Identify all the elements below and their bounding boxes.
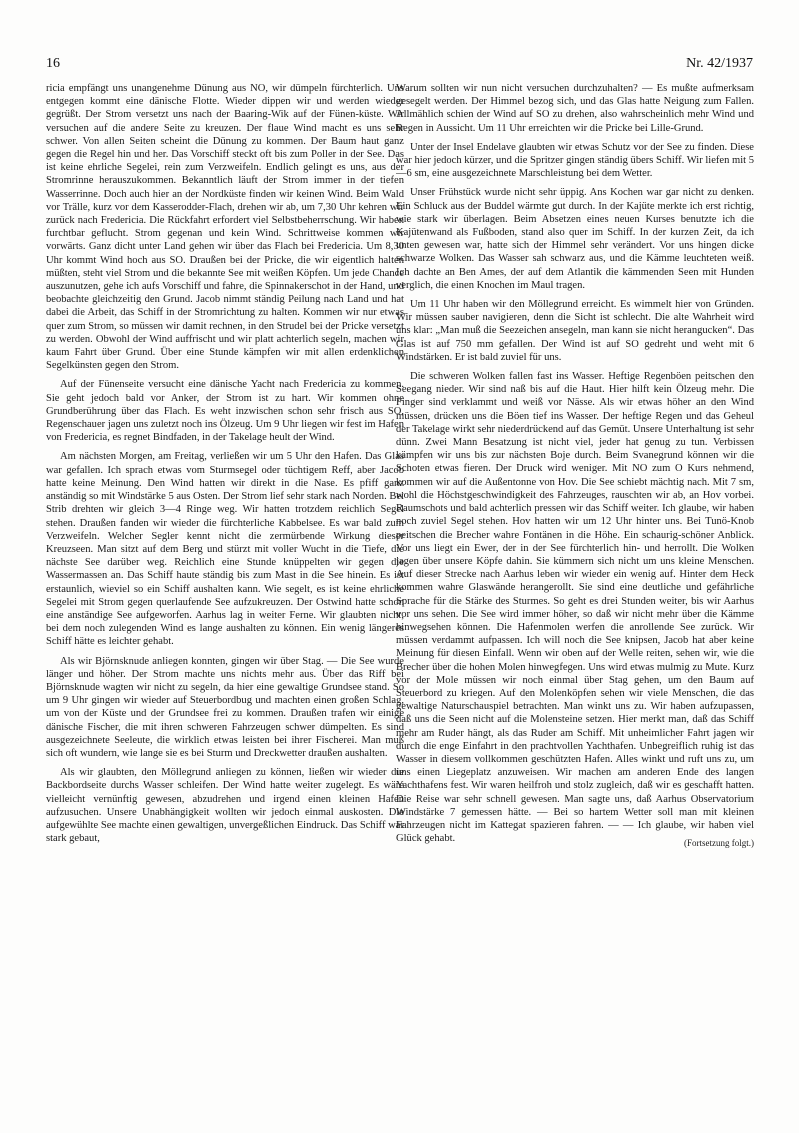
paragraph: Auf der Fünenseite versucht eine dänische Yacht nach Fredericia zu kommen. Sie geht jedoch bald vor Anker, der Strom ist zu hart. Wir kommen ohne Grundberührung über das Flach. Es weht inzwischen schon sehr frisch aus SO, Regenschauer jagen uns zuletzt noch ins Ölzeug. Um 9 Uhr liegen wir fest im Hafen von Fredericia, es regnet Bindfaden, in der Takelage heult der Wind.	[46, 379, 404, 444]
page-header	[46, 56, 753, 76]
paragraph: Unter der Insel Endelave glaubten wir etwas Schutz vor der See zu finden. Diese war hier jedoch kürzer, und die Spritzer gingen ständig übers Schiff. Wir liefen mit 5—6 sm, eine ausgezeichnete Marschleistung bei dem Wetter.	[396, 141, 754, 180]
paragraph: ricia empfängt uns unangenehme Dünung aus NO, wir dümpeln fürchterlich. Uns entgegen kommt eine dänische Flotte. Wieder dippen wir und werden wieder gegrüßt. Der Strom versetzt uns nach der Baaring-Wik auf der Fünen-küste. Wir versuchen auf die andere Seite zu kreuzen. Der flaue Wind macht es uns sehr schwer. Von allen Seiten scheint die Dünung zu kommen. Der Baum haut ganz gegen die Regel hin und her. Das Vorschiff steckt oft bis zum Poller in der See. Das ist keine ehrliche Segelei, rein zum Verzweifeln. Endlich gelingt es uns, aus der Stromrinne herauszukommen. Bekanntlich läuft der Strom immer in der tiefen Wasserrinne. Doch auch hier an der Nordküste finden wir keinen Wind. Beim Wald vor Trälle, kurz vor dem Kasserodder-Flach, drehen wir ab, um 7,30 Uhr kehren wir zurück nach Fredericia. Die Rückfahrt erfordert viel Selbstbeherrschung. Wir haben furchtbar geflucht. Strom gegenan und kein Wind. Schrittweise kommen wir vorwärts. Ganz dicht unter Land gehen wir über das Flach bei Fredericia. Um 8,30 Uhr kommt Wind hoch aus SO. Draußen bei der Pricke, die wir eigentlich halten müßten, steht viel Strom und die bekannte See mit weißen Köpfen. Um jede Chance auszunutzen, gehe ich aufs Vorschiff und fahre, die Spinnakerschot in der Hand, und beobachte gleichzeitig den Grund. Jacob nimmt ständig Peilung nach Land und hat dabei die Arbeit, das Schiff in der Stromrichtung zu halten. Kommen wir nur etwas quer zum Strom, so müssen wir damit rechnen, in den Strudel bei der Pricke versetzt zu werden. Obwohl der Wind auffrischt und wir platt achterlich segeln, machen wir kaum Fahrt über Grund. Über eine Stunde kämpfen wir mit allen erdenklichen Segelkünsten gegen den Strom.	[46, 83, 404, 372]
right-column	[396, 82, 754, 1092]
continuation-note: (Fortsetzung folgt.)	[684, 838, 754, 849]
page-number: 16	[46, 56, 60, 71]
paragraph: Als wir glaubten, den Möllegrund anliegen zu können, ließen wir wieder die Backbordseite durchs Wasser schleifen. Der Wind hatte weiter zugelegt. Es wäre vielleicht vernünftig gewesen, abzudrehen und irgend einen kleinen Hafen aufzusuchen. Unsere Unabhängigkeit wollten wir jedoch einmal auskosten. Die aufgewühlte See machte einen gewaltigen, unvergeßlichen Eindruck. Das Schiff war stark gebaut,	[46, 767, 404, 845]
paragraph: Als wir Björnsknude anliegen konnten, gingen wir über Stag. — Die See wurde länger und höher. Der Strom machte uns nichts mehr aus. Über das Riff bei Björnsknude wagten wir nicht zu segeln, da hier eine gewaltige Grundsee stand. So um 9 Uhr gingen wir wieder auf Steuerbordbug und machten einen großen Schlag, um von der Küste und der Grundsee frei zu kommen. Draußen trafen wir einige dänische Fischer, die mit ihren schweren Fahrzeugen schwer dümpelten. Es sind ausgezeichnete Seeleute, die wirklich etwas leisten bei ihrer Fischerei. Man muß sich oft wundern, wie lange sie es bei Sturm und Dreckwetter draußen aushalten.	[46, 655, 404, 759]
paragraph: Die schweren Wolken fallen fast ins Wasser. Heftige Regenböen peitschen den Seegang nieder. Wir sind naß bis auf die Haut. Hier hilft kein Ölzeug mehr. Die Finger sind verklammt und weiß vor Nässe. Als wir etwas höher an den Wind müssen, drücken uns die Böen tief ins Wasser. Der heftige Regen und das Geheul der Takelage wirkt sehr niederdrückend auf das Gemüt. Unsere Unterhaltung ist sehr dünn. Zwei Mann Besatzung ist nicht viel, jeder hat genug zu tun. Verbissen kämpfen wir uns bis zur nächsten Boje durch. Beim Svanegrund können wir die Schoten etwas fieren. Der Druck wird weniger. Mit NO zum O Kurs nehmend, kommen wir auf die Außentonne von Hov. Die See schiebt mächtig nach. Mit 7 sm, wohl die Höchstgeschwindigkeit des Fahrzeuges, rauschten wir ab, an Hov vorbei. Raumschots und bald achterlich pressen wir das Schiff weiter. Ich glaube, wir haben noch zuviel Segel stehen. Hov hatten wir um 12 Uhr hinter uns. Bei Tunö-Knob peitschen die Brecher wahre Fontänen in die Höhe. Ein schaurig-schöner Anblick. Vor uns liegt ein Ewer, der in der See fürchterlich hin- und herrollt. Die Wolken jagen über unsere Köpfe dahin. Sie kümmern sich nicht um uns kleine Menschen. Auf dieser Strecke nach Aarhus leben wir wieder ein wenig auf. Hinter dem Heck kommen wahre Glaswände herangerollt. Sie sind eine deutliche und gefährliche Sprache für die Stärke des Sturmes. So geht es drei Stunden weiter, bis wir Aarhus vor uns sehen. Die See wird immer höher, so daß wir nicht mehr über die Kämme hinwegsehen können. Die Hafenmolen werfen die anrollende See zurück. Wir müssen verdammt aufpassen. Ich will noch die See knipsen, Jacob hat aber keine Meinung für diesen Einfall. Wenn wir oben auf der Welle reiten, sehen wir, wie die Brecher über die hohen Molen hinwegfegen. Uns wird etwas mulmig zu Mute. Kurz vor der Mole müssen wir noch einmal über Stag gehen, um den Baum auf Steuerbord zu kriegen. Auf den Molenköpfen sehen wir viele Menschen, die das gewaltige Naturschauspiel betrachten. Man winkt uns zu. Wir haben aufzupassen, daß uns die Seen nicht auf die Molensteine setzen. Hier merkt man, daß das Schiff mehr am Ruder hängt, als das Ruder am Schiff. Mit unheimlicher Fahrt jagen wir durch die enge Einfahrt in den prachtvollen Yachthafen. Unbegreiflich ruhig ist das Wasser in diesem vollkommen geschützten Hafen. Alles winkt und ruft uns zu, um uns einen Liegeplatz anzuweisen. Wir machen am anderen Ende des langen Yachthafens fest. Wir waren heilfroh und stolz zugleich, daß wir es geschafft hatten. Die Reise war sehr schnell gewesen. Man sagte uns, daß Aarhus Observatorium Windstärke 7 gemessen hätte. — Bei so hartem Wetter soll man mit kleinen Fahrzeugen nicht im Kattegat spazieren fahren. — — Ich glaube, wir haben viel Glück gehabt.	[396, 371, 754, 845]
paragraph: Um 11 Uhr haben wir den Möllegrund erreicht. Es wimmelt hier von Gründen. Wir müssen sauber navigieren, denn die Sicht ist schlecht. Die alte Wahrheit wird uns klar: „Man muß die Seezeichen ansegeln, man kann sie nicht herangucken“. Das Glas ist auf 750 mm gefallen. Der Wind ist auf SO gedreht und weht mit 6 Windstärken. Er ist bald zuviel für uns.	[396, 299, 754, 363]
left-column	[46, 82, 404, 1092]
issue-number: Nr. 42/1937	[686, 56, 753, 71]
paragraph: Warum sollten wir nun nicht versuchen durchzuhalten? — Es mußte aufmerksam gesegelt werden. Der Himmel bezog sich, und das Glas hatte Neigung zum Fallen. Allmählich schien der Wind auf SO zu drehen, also wahrscheinlich mehr Wind und Regen in Aussicht. Um 11 Uhr erreichten wir die Pricke bei Lille-Grund.	[396, 83, 754, 134]
paragraph: Am nächsten Morgen, am Freitag, verließen wir um 5 Uhr den Hafen. Das Glas war gefallen. Ich sprach etwas vom Sturmsegel oder tüchtigem Reff, aber Jacob hatte keine Meinung. Den Wind hatten wir direkt in die Nase. Es pfiff ganz anständig so mit Windstärke 5 aus Osten. Der Strom lief sehr stark nach Norden. Bei Strib drehten wir gleich 3—4 Ringe weg. Wir hatten trotzdem reichlich Segel stehen. Draußen fanden wir wieder die fürchterliche Kabbelsee. Es war bald zum Verzweifeln. Welcher Segler kennt nicht die zermürbende Wirkung dieser Kreuzseen. Man sitzt auf dem Berg und stürzt mit voller Wucht in die Tiefe, die nächste See darüber weg. Reichlich eine Stunde knüppelten wir gegen die Wassermassen an. Das Schiff haute ständig bis zum Mast in die See hinein. Es ist erstaunlich, wieviel so ein Schiff aushalten kann. Wie segelt, es ist keine ehrliche Segelei mit Strom gegen querlaufende See aufzukreuzen. Der Ostwind hatte schon eine anständige See aufgeworfen. Aarhus lag in weiter Ferne. Wir glaubten nicht, bei dem noch zulegenden Wind es lange aushalten zu können. Ein wenig längeres Schiff hätte es leichter gehabt.	[46, 451, 404, 648]
paragraph: Unser Frühstück wurde nicht sehr üppig. Ans Kochen war gar nicht zu denken. Ein Schluck aus der Buddel wärmte gut durch. In der Kajüte merkte ich erst richtig, wie stark wir überlagen. Beim Absetzen eines neuen Kurses benutzte ich die Kajütenwand als Fußboden, stand also quer im Schiff. In der kurzen Zeit, da ich unten gewesen war, hatte sich der Himmel sehr verändert. Vor uns hingen dicke schwarze Wolken. Das Wasser sah schwarz aus, und die Kämme leuchteten weiß. Ich dachte an Ben Ames, der auf dem Atlantik die kämmenden Seen mit Hunden verglich, die einen Knochen im Maul tragen.	[396, 187, 754, 291]
